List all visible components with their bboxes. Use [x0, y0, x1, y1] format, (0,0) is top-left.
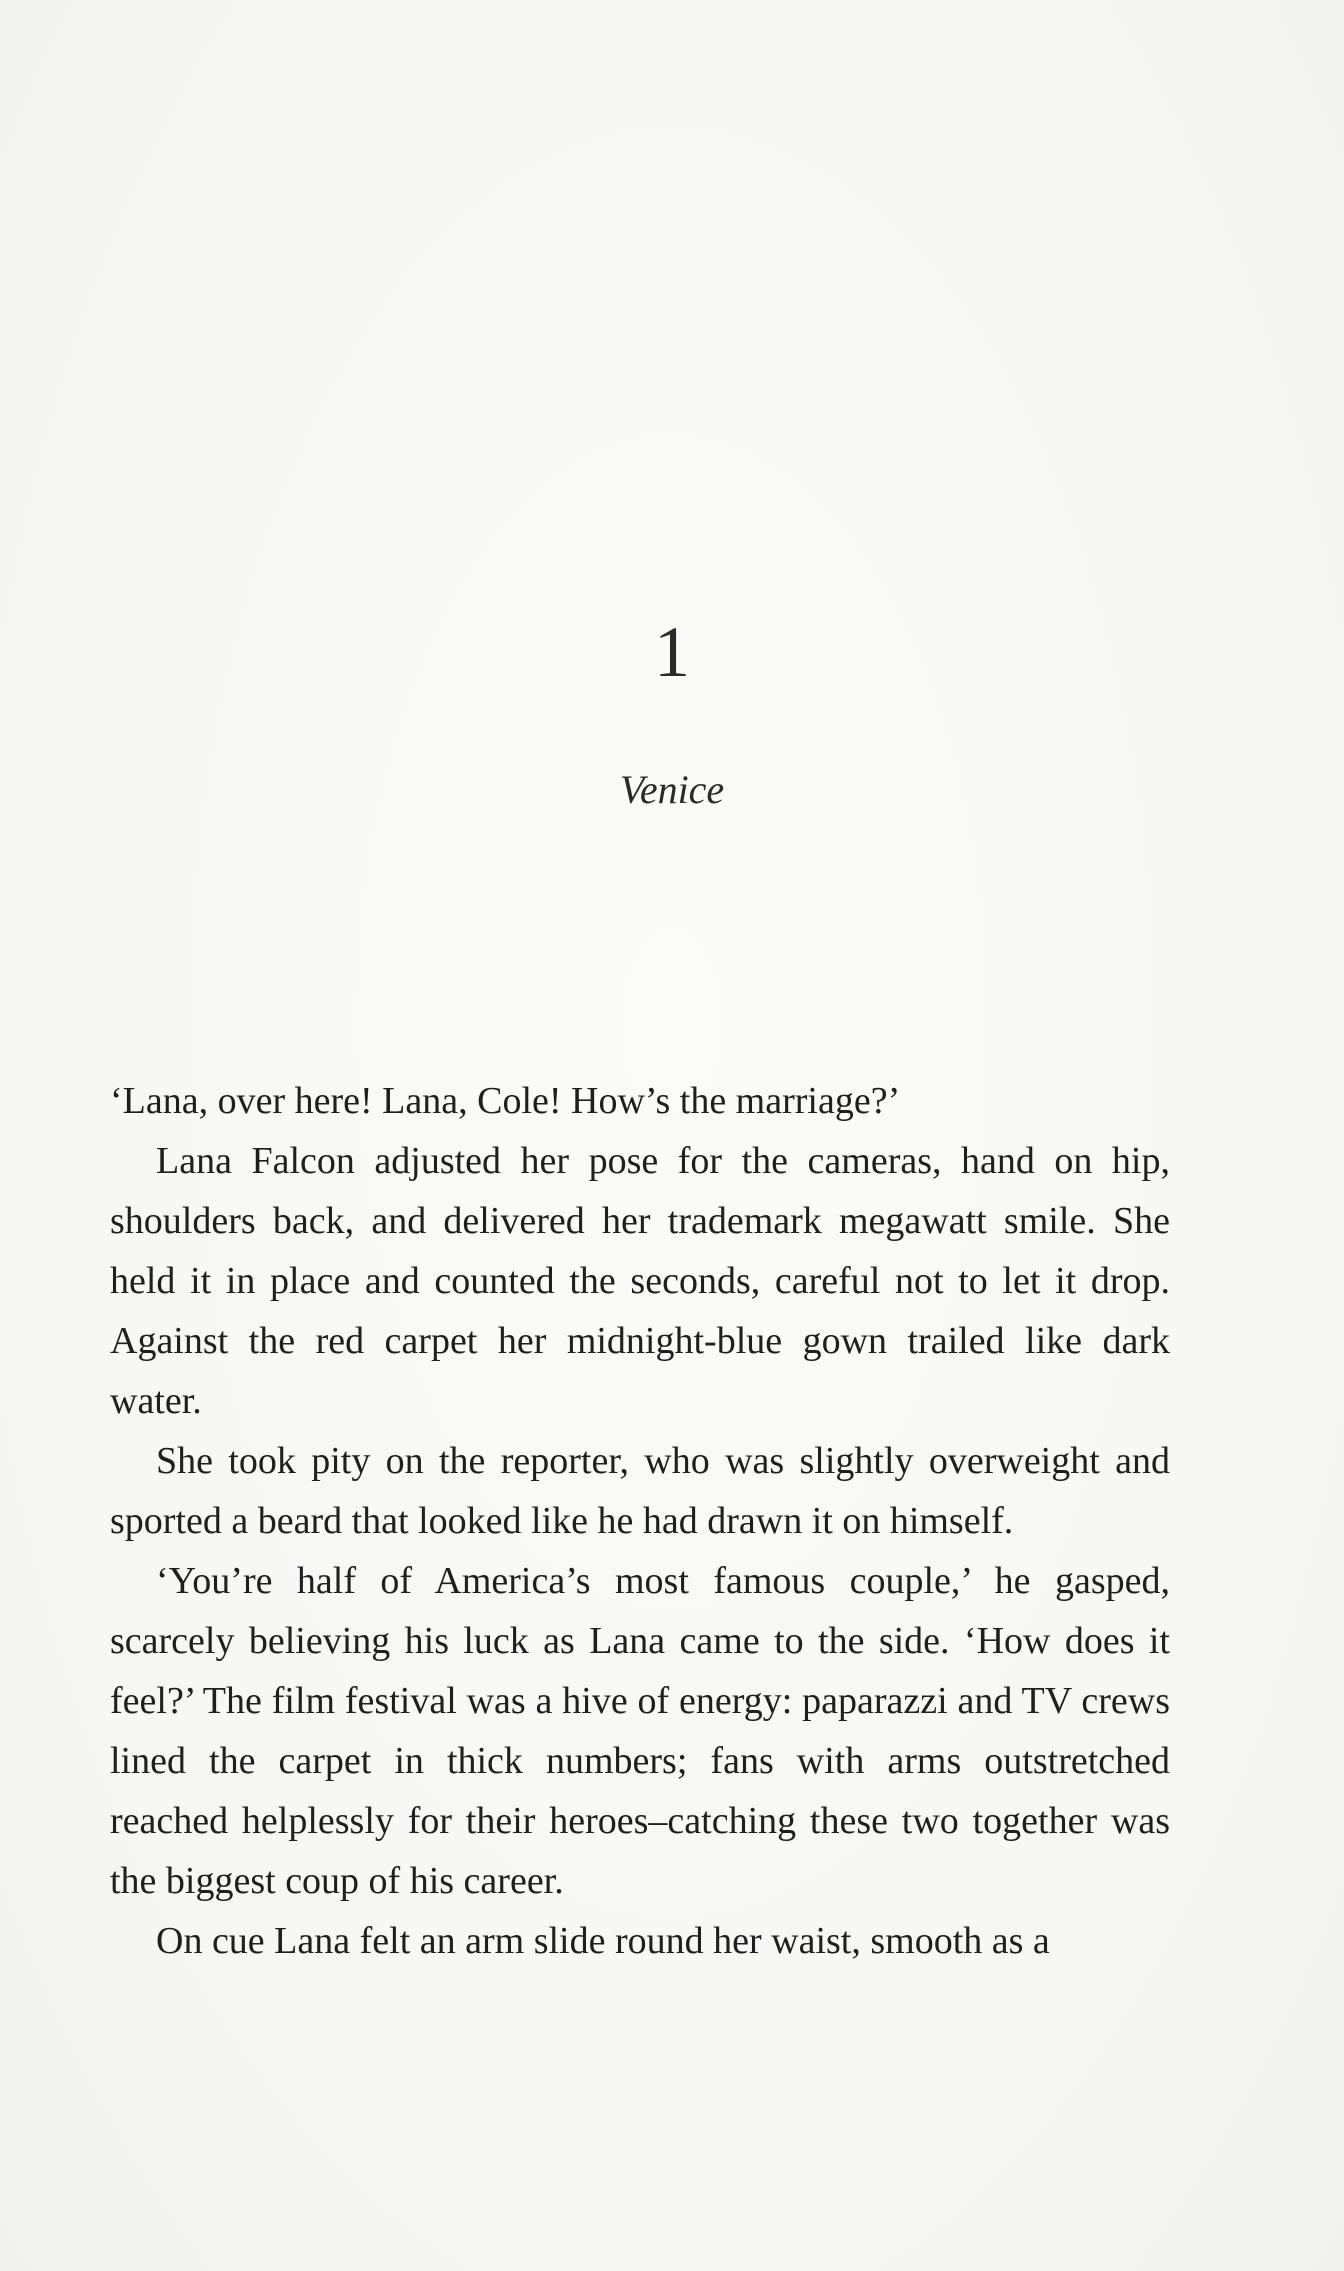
paragraph-1: ‘Lana, over here! Lana, Cole! How’s the marriage?’: [110, 1080, 901, 1122]
chapter-body: [110, 1071, 1170, 1971]
paragraph-3: She took pity on the reporter, who was slightly overweight and sported a beard that looked like he had drawn it on himself.: [110, 1440, 1170, 1542]
chapter-title: Venice: [619, 767, 725, 812]
chapter-number: 1: [654, 612, 690, 692]
paragraph-4: ‘You’re half of America’s most famous couple,’ he gasped, scarcely believing his luck as Lana came to the side. ‘How does it feel?’ The film festival was a hive of energy: paparazzi and TV crews lined the carpet in thick numbers; fans with arms outstretched reached helplessly for their heroes–catching these two together was the biggest coup of his career.: [110, 1560, 1170, 1902]
paragraph-2: Lana Falcon adjusted her pose for the cameras, hand on hip, shoulders back, and delivered her trademark megawatt smile. She held it in place and counted the seconds, careful not to let it drop. Against the red carpet her midnight-blue gown trailed like dark water.: [110, 1140, 1170, 1422]
paragraph-5: On cue Lana felt an arm slide round her waist, smooth as a: [156, 1920, 1050, 1962]
